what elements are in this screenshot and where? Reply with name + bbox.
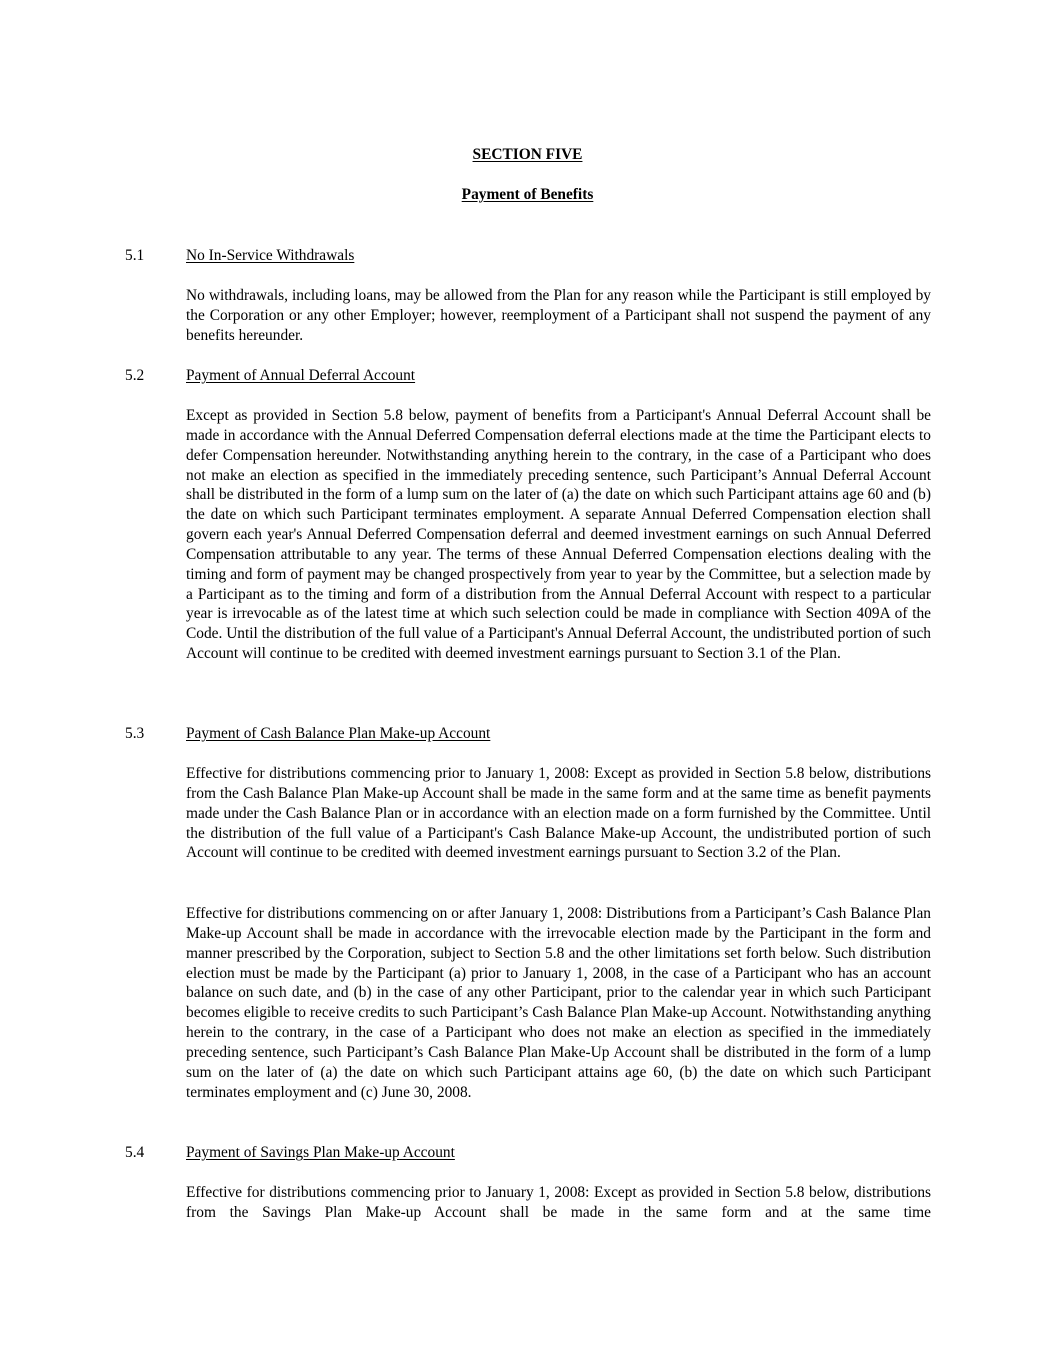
section-title-5-3: Payment of Cash Balance Plan Make-up Account <box>186 725 491 742</box>
section-title-5-1: No In-Service Withdrawals <box>186 247 355 264</box>
paragraph-5-4: Effective for distributions commencing prior to January 1, 2008: Except as provided in Section 5.8 below, distributions from the Savings Plan Make-up Account shall be made in the same form and at the same time <box>186 1184 931 1221</box>
section-title-5-2: Payment of Annual Deferral Account <box>186 367 416 384</box>
section-subheading: Payment of Benefits <box>461 186 594 203</box>
paragraph-5-1: No withdrawals, including loans, may be allowed from the Plan for any reason while the Participant is still employed by the Corporation or any other Employer; however, reemployment of a Participant shall not suspend the payment of any benefits hereunder. <box>186 287 931 344</box>
section-number-5-3: 5.3 <box>125 725 145 742</box>
paragraph-5-2: Except as provided in Section 5.8 below, payment of benefits from a Participant's Annual Deferral Account shall be made in accordance with the Annual Deferred Compensation deferral elections made at the time the Participant elects to defer Compensation hereunder. Notwithstanding anything herein to the contrary, in the case of a Participant who does not make an election as specified in the immediately preceding sentence, such Participant’s Annual Deferral Account shall be distributed in the form of a lump sum on the later of (a) the date on which such Participant attains age 60 and (b) the date on which such Participant terminates employment. A separate Annual Deferred Compensation election shall govern each year's Annual Deferred Compensation deferral and deemed investment earnings on such Annual Deferred Compensation attributable to any year. The terms of these Annual Deferred Compensation elections dealing with the timing and form of payment may be changed prospectively from year to year by the Committee, but a selection made by a Participant as to the timing and form of a distribution from the Annual Deferral Account with respect to a particular year is irrevocable as of the latest time at which such selection could be made in compliance with Section 409A of the Code. Until the distribution of the full value of a Participant's Annual Deferral Account, the undistributed portion of such Account will continue to be credited with deemed investment earnings pursuant to Section 3.1 of the Plan. <box>186 407 931 663</box>
section-title-5-4: Payment of Savings Plan Make-up Account <box>186 1144 455 1161</box>
section-number-5-4: 5.4 <box>125 1144 145 1161</box>
paragraph-5-3-b: Effective for distributions commencing on or after January 1, 2008: Distributions from a Participant’s Cash Balance Plan Make-up Account shall be made in accordance with the irrevocable election made by the Participant in the form and manner prescribed by the Corporation, subject to Section 5.8 and the other limitations set forth below. Such distribution election must be made by the Participant (a) prior to January 1, 2008, in the case of a Participant who has an account balance on such date, and (b) in the case of any other Participant, prior to the calendar year in which such Participant becomes eligible to receive credits to such Participant’s Cash Balance Plan Make-up Account. Notwithstanding anything herein to the contrary, in the case of a Participant who does not make an election as specified in the immediately preceding sentence, such Participant’s Cash Balance Plan Make-Up Account shall be distributed in the form of a lump sum on the later of (a) the date on which such Participant attains age 60, (b) the date on which such Participant terminates employment and (c) June 30, 2008. <box>186 905 931 1101</box>
section-heading: SECTION FIVE <box>472 146 583 163</box>
paragraph-5-3-a: Effective for distributions commencing prior to January 1, 2008: Except as provided in Section 5.8 below, distributions from the Cash Balance Plan Make-up Account shall be made in the same form and at the same time as benefit payments made under the Cash Balance Plan or in accordance with an election made on a form furnished by the Committee. Until the distribution of the full value of a Participant's Cash Balance Make-up Account, the undistributed portion of such Account will continue to be credited with deemed investment earnings pursuant to Section 3.2 of the Plan. <box>186 765 931 862</box>
section-number-5-2: 5.2 <box>125 367 145 384</box>
section-number-5-1: 5.1 <box>125 247 145 264</box>
